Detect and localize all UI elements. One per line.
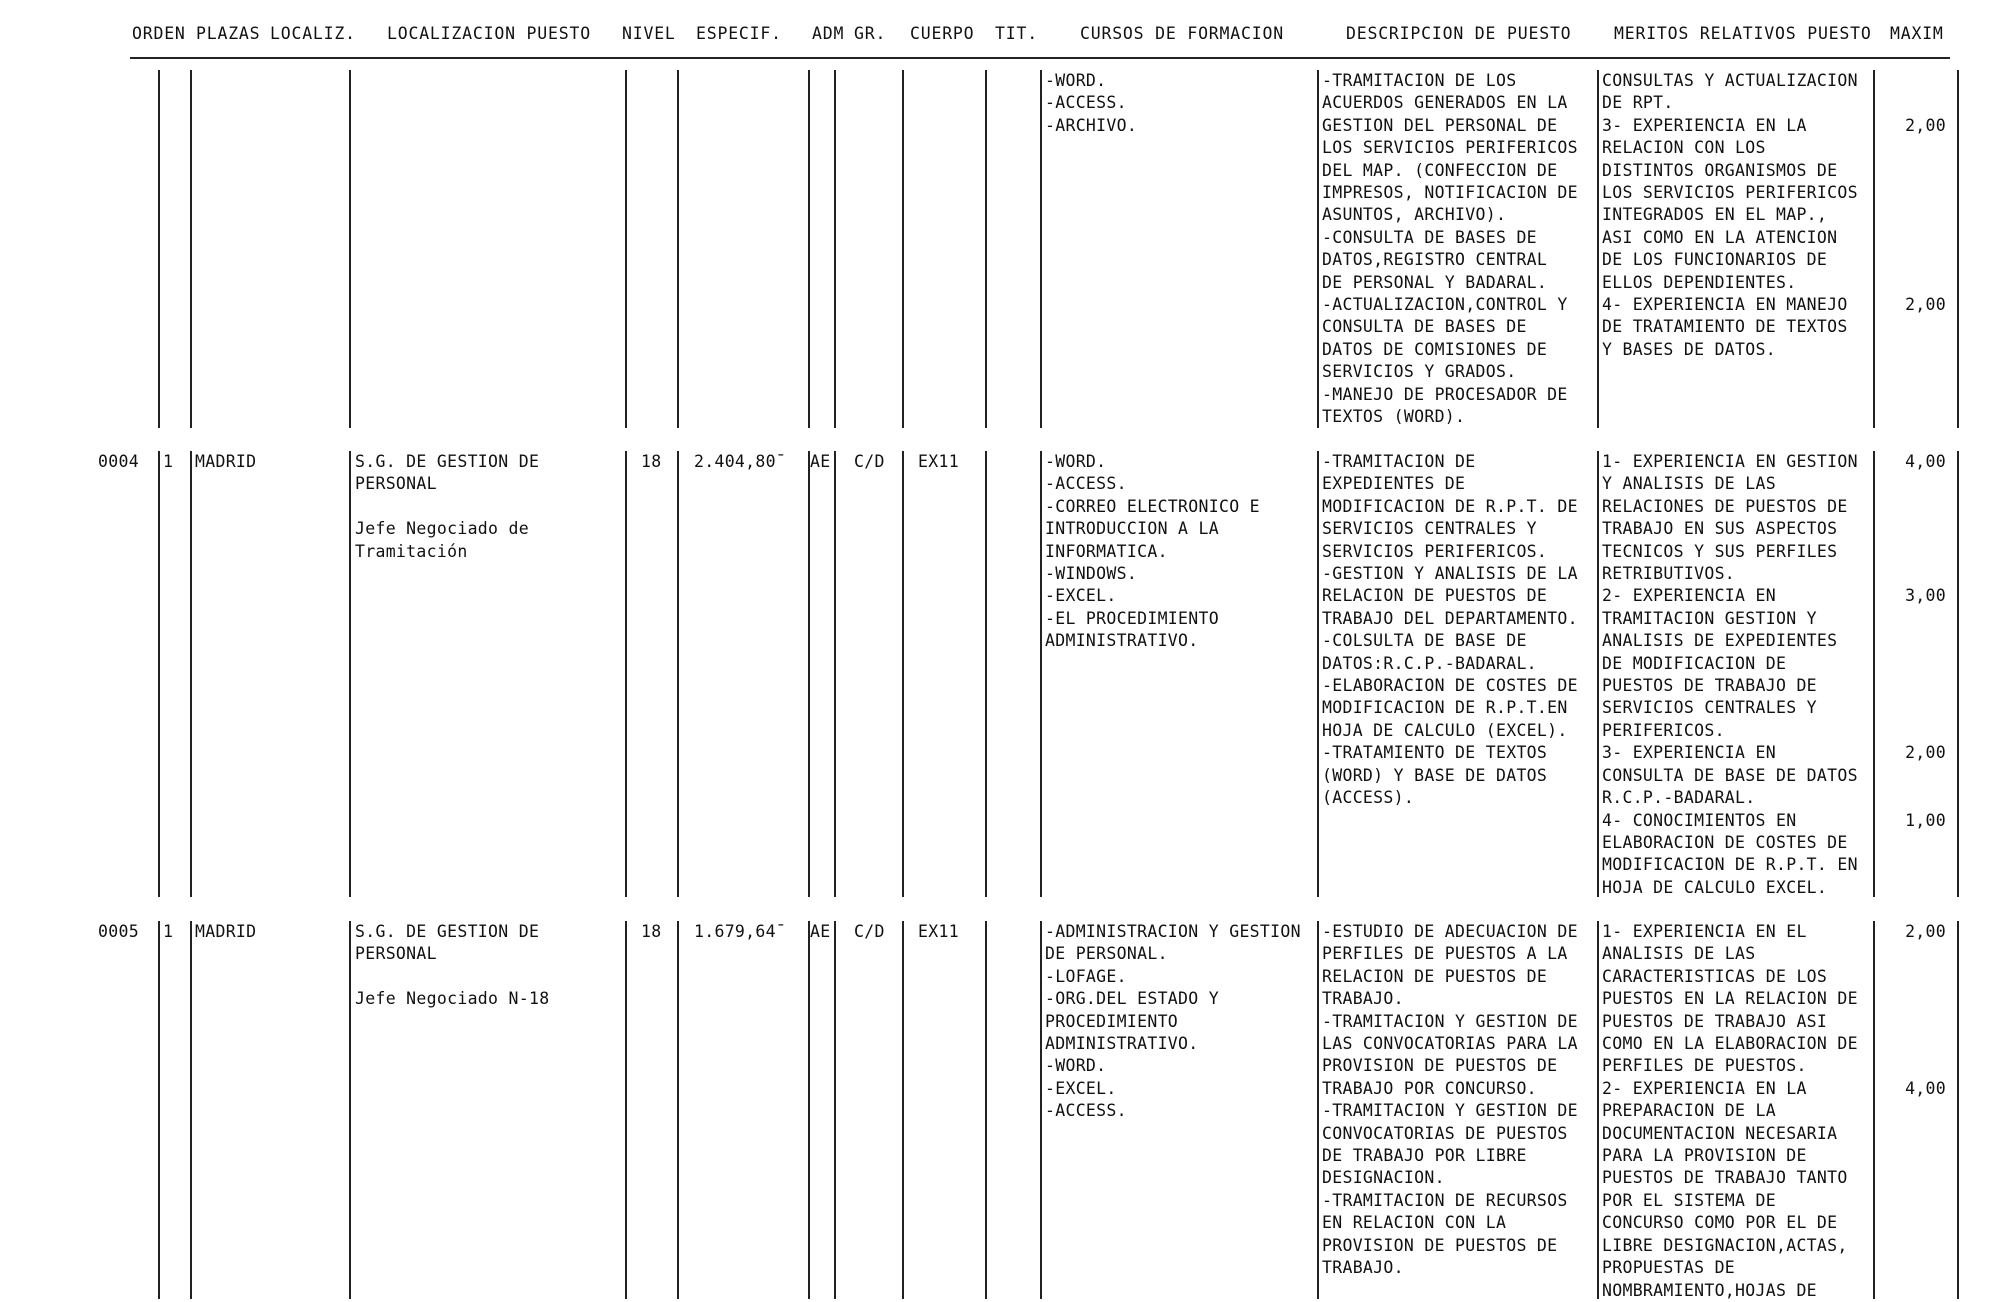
nivel-cell: 18 <box>641 922 662 941</box>
header-nivel: NIVEL <box>622 24 676 43</box>
column-separator <box>1317 70 1319 428</box>
column-separator <box>158 70 160 428</box>
column-separator <box>1040 451 1042 897</box>
nivel-cell: 18 <box>641 452 662 471</box>
header-localizacion-puesto: LOCALIZACION PUESTO <box>387 24 591 43</box>
maxim-cell: 2,00 4,00 <box>1905 922 1946 1098</box>
cursos-cell: -ADMINISTRACION Y GESTION DE PERSONAL. -LOFAGE. -ORG.DEL ESTADO Y PROCEDIMIENTO ADMINISTRATIVO. -WORD. -EXCEL. -ACCESS. <box>1045 922 1301 1121</box>
column-separator <box>349 70 351 428</box>
column-separator <box>985 70 987 428</box>
header-localiz: LOCALIZ. <box>270 24 356 43</box>
column-separator <box>834 921 836 1299</box>
column-separator <box>985 451 987 897</box>
header-orden: ORDEN <box>132 24 186 43</box>
adm-cell: AE <box>810 452 831 471</box>
column-separator <box>158 921 160 1299</box>
header-gr: GR. <box>854 24 887 43</box>
column-separator <box>1597 921 1599 1299</box>
header-cuerpo: CUERPO <box>910 24 975 43</box>
column-separator <box>1873 451 1875 897</box>
column-separator <box>985 921 987 1299</box>
localizacion-puesto-cell: S.G. DE GESTION DE PERSONAL Jefe Negociado N-18 <box>355 922 550 1009</box>
column-separator <box>1317 451 1319 897</box>
column-separator <box>1040 921 1042 1299</box>
descripcion-cell: -TRAMITACION DE LOS ACUERDOS GENERADOS EN LA GESTION DEL PERSONAL DE LOS SERVICIOS PERIFERICOS DEL MAP. (CONFECCION DE IMPRESOS, NOTIFICACION DE ASUNTOS, ARCHIVO). -CONSULTA DE BASES DE DATOS,REGISTRO CENTRAL DE PERSONAL Y BADARAL. -ACTUALIZACION,CONTROL Y CONSULTA DE BASES DE DATOS DE COMISIONES DE SERVICIOS Y GRADOS. -MANEJO DE PROCESADOR DE TEXTOS (WORD). <box>1322 71 1578 427</box>
column-separator <box>808 921 810 1299</box>
column-separator <box>158 451 160 897</box>
especif-cell: 2.404,80¯ <box>694 452 787 471</box>
header-adm: ADM <box>812 24 845 43</box>
column-separator <box>1957 451 1959 897</box>
header-divider <box>130 57 1950 59</box>
header-descripcion: DESCRIPCION DE PUESTO <box>1346 24 1572 43</box>
header-maxim: MAXIM <box>1890 24 1944 43</box>
column-separator <box>902 70 904 428</box>
column-separator <box>1957 70 1959 428</box>
gr-cell: C/D <box>854 452 885 471</box>
header-cursos: CURSOS DE FORMACION <box>1080 24 1284 43</box>
gr-cell: C/D <box>854 922 885 941</box>
column-separator <box>1317 921 1319 1299</box>
cursos-cell: -WORD. -ACCESS. -CORREO ELECTRONICO E INTRODUCCION A LA INFORMATICA. -WINDOWS. -EXCEL. -EL PROCEDIMIENTO ADMINISTRATIVO. <box>1045 452 1260 651</box>
localiz-cell: MADRID <box>195 452 257 471</box>
header-plazas: PLAZAS <box>196 24 261 43</box>
adm-cell: AE <box>810 922 831 941</box>
column-separator <box>808 451 810 897</box>
column-separator <box>190 451 192 897</box>
column-separator <box>625 921 627 1299</box>
cuerpo-cell: EX11 <box>918 922 959 941</box>
localiz-cell: MADRID <box>195 922 257 941</box>
column-separator <box>349 451 351 897</box>
meritos-cell: CONSULTAS Y ACTUALIZACION DE RPT. 3- EXPERIENCIA EN LA RELACION CON LOS DISTINTOS ORGANISMOS DE LOS SERVICIOS PERIFERICOS INTEGRADOS EN EL MAP., ASI COMO EN LA ATENCION DE LOS FUNCIONARIOS DE ELLOS DEPENDIENTES. 4- EXPERIENCIA EN MANEJO DE TRATAMIENTO DE TEXTOS Y BASES DE DATOS. <box>1602 71 1858 359</box>
column-separator <box>1597 70 1599 428</box>
especif-cell: 1.679,64¯ <box>694 922 787 941</box>
localizacion-puesto-cell: S.G. DE GESTION DE PERSONAL Jefe Negociado de Tramitación <box>355 452 540 561</box>
column-separator <box>834 70 836 428</box>
plazas-cell: 1 <box>163 452 174 471</box>
column-separator <box>677 921 679 1299</box>
maxim-cell: 4,00 3,00 2,00 1,00 <box>1905 452 1946 830</box>
cursos-cell: -WORD. -ACCESS. -ARCHIVO. <box>1045 71 1138 135</box>
descripcion-cell: -TRAMITACION DE EXPEDIENTES DE MODIFICACION DE R.P.T. DE SERVICIOS CENTRALES Y SERVICIOS PERIFERICOS. -GESTION Y ANALISIS DE LA RELACION DE PUESTOS DE TRABAJO DEL DEPARTAMENTO. -COLSULTA DE BASE DE DATOS:R.C.P.-BADARAL. -ELABORACION DE COSTES DE MODIFICACION DE R.P.T.EN HOJA DE CALCULO (EXCEL). -TRATAMIENTO DE TEXTOS (WORD) Y BASE DE DATOS (ACCESS). <box>1322 452 1578 808</box>
orden-cell: 0004 <box>98 452 139 471</box>
descripcion-cell: -ESTUDIO DE ADECUACION DE PERFILES DE PUESTOS A LA RELACION DE PUESTOS DE TRABAJO. -TRAMITACION Y GESTION DE LAS CONVOCATORIAS PARA LA PROVISION DE PUESTOS DE TRABAJO POR CONCURSO. -TRAMITACION Y GESTION DE CONVOCATORIAS DE PUESTOS DE TRABAJO POR LIBRE DESIGNACION. -TRAMITACION DE RECURSOS EN RELACION CON LA PROVISION DE PUESTOS DE TRABAJO. <box>1322 922 1578 1278</box>
column-separator <box>190 70 192 428</box>
column-separator <box>902 451 904 897</box>
column-separator <box>1873 921 1875 1299</box>
column-separator <box>677 451 679 897</box>
column-separator <box>1873 70 1875 428</box>
column-separator <box>1040 70 1042 428</box>
column-separator <box>1597 451 1599 897</box>
orden-cell: 0005 <box>98 922 139 941</box>
meritos-cell: 1- EXPERIENCIA EN EL ANALISIS DE LAS CARACTERISTICAS DE LOS PUESTOS EN LA RELACION DE PUESTOS DE TRABAJO ASI COMO EN LA ELABORACION DE PERFILES DE PUESTOS. 2- EXPERIENCIA EN LA PREPARACION DE LA DOCUMENTACION NECESARIA PARA LA PROVISION DE PUESTOS DE TRABAJO TANTO POR EL SISTEMA DE CONCURSO COMO POR EL DE LIBRE DESIGNACION,ACTAS, PROPUESTAS DE NOMBRAMIENTO,HOJAS DE <box>1602 922 1858 1300</box>
column-separator <box>625 451 627 897</box>
column-separator <box>834 451 836 897</box>
column-separator <box>190 921 192 1299</box>
column-separator <box>625 70 627 428</box>
plazas-cell: 1 <box>163 922 174 941</box>
header-especif: ESPECIF. <box>696 24 782 43</box>
column-separator <box>808 70 810 428</box>
maxim-cell: 2,00 2,00 <box>1905 115 1946 315</box>
column-separator <box>1957 921 1959 1299</box>
meritos-cell: 1- EXPERIENCIA EN GESTION Y ANALISIS DE LAS RELACIONES DE PUESTOS DE TRABAJO EN SUS ASPECTOS TECNICOS Y SUS PERFILES RETRIBUTIVOS. 2- EXPERIENCIA EN TRAMITACION GESTION Y ANALISIS DE EXPEDIENTES DE MODIFICACION DE PUESTOS DE TRABAJO DE SERVICIOS CENTRALES Y PERIFERICOS. 3- EXPERIENCIA EN CONSULTA DE BASE DE DATOS R.C.P.-BADARAL. 4- CONOCIMIENTOS EN ELABORACION DE COSTES DE MODIFICACION DE R.P.T. EN HOJA DE CALCULO EXCEL. <box>1602 452 1858 897</box>
header-meritos: MERITOS RELATIVOS PUESTO <box>1614 24 1872 43</box>
column-separator <box>349 921 351 1299</box>
header-tit: TIT. <box>995 24 1038 43</box>
column-separator <box>902 921 904 1299</box>
cuerpo-cell: EX11 <box>918 452 959 471</box>
column-separator <box>677 70 679 428</box>
